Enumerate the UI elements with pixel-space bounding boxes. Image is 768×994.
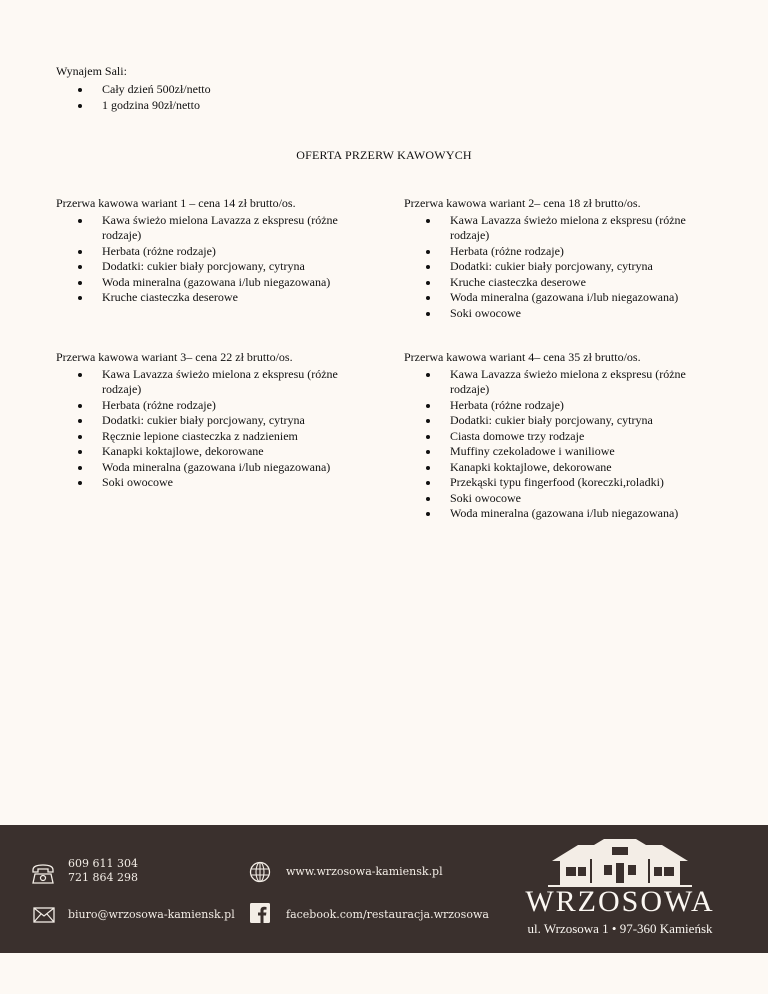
list-item: Soki owocowe (404, 491, 724, 507)
address: ul. Wrzosowa 1 • 97-360 Kamieńsk (527, 921, 713, 936)
email-link[interactable]: biuro@wrzosowa-kamiensk.pl (68, 908, 235, 921)
list-item: Muffiny czekoladowe i waniliowe (404, 444, 724, 460)
variant-items (404, 367, 724, 522)
coffee-break-variant-1 (56, 196, 356, 306)
list-item: Herbata (różne rodzaje) (404, 398, 724, 414)
list-item: Woda mineralna (gazowana i/lub niegazowana) (56, 275, 356, 291)
list-item: Dodatki: cukier biały porcjowany, cytryna (404, 413, 724, 429)
website-link[interactable]: www.wrzosowa-kamiensk.pl (286, 865, 443, 878)
variant-title: Przerwa kawowa wariant 1 – cena 14 zł brutto/os. (56, 196, 296, 210)
list-item: Woda mineralna (gazowana i/lub niegazowana) (56, 460, 356, 476)
offer-heading: OFERTA PRZERW KAWOWYCH (296, 148, 472, 162)
list-item: Kruche ciasteczka deserowe (404, 275, 724, 291)
list-item: Kawa Lavazza świeżo mielona z ekspresu (różne rodzaje) (404, 367, 724, 398)
variant-title: Przerwa kawowa wariant 4– cena 35 zł brutto/os. (404, 350, 641, 364)
variant-title: Przerwa kawowa wariant 3– cena 22 zł brutto/os. (56, 350, 293, 364)
list-item: Dodatki: cukier biały porcjowany, cytryna (56, 413, 356, 429)
house-logo (548, 835, 692, 887)
room-rental-title: Wynajem Sali: (56, 64, 127, 78)
list-item: Ręcznie lepione ciasteczka z nadzieniem (56, 429, 356, 445)
footer (0, 825, 768, 953)
list-item: Cały dzień 500zł/netto (56, 82, 211, 98)
variant-title: Przerwa kawowa wariant 2– cena 18 zł brutto/os. (404, 196, 641, 210)
list-item: Soki owocowe (56, 475, 356, 491)
room-rental-list (56, 82, 211, 113)
list-item: Ciasta domowe trzy rodzaje (404, 429, 724, 445)
list-item: Dodatki: cukier biały porcjowany, cytryna (56, 259, 356, 275)
list-item: Przekąski typu fingerfood (koreczki,roladki) (404, 475, 724, 491)
variant-items (56, 213, 356, 306)
coffee-break-variant-3 (56, 350, 356, 491)
phone-icon (30, 863, 56, 885)
facebook-icon (250, 903, 270, 923)
brand-name: WRZOSOWA (525, 885, 715, 918)
list-item: Kanapki koktajlowe, dekorowane (404, 460, 724, 476)
list-item: Kruche ciasteczka deserowe (56, 290, 356, 306)
list-item: Herbata (różne rodzaje) (404, 244, 724, 260)
room-rental-section (56, 64, 211, 113)
globe-icon (249, 861, 271, 883)
list-item: Kawa świeżo mielona Lavazza z ekspresu (różne rodzaje) (56, 213, 356, 244)
list-item: Soki owocowe (404, 306, 724, 322)
list-item: Woda mineralna (gazowana i/lub niegazowana) (404, 290, 724, 306)
list-item: Dodatki: cukier biały porcjowany, cytryna (404, 259, 724, 275)
list-item: Herbata (różne rodzaje) (56, 244, 356, 260)
mail-icon (33, 907, 55, 923)
phone-number-1[interactable]: 609 611 304 (68, 857, 138, 870)
facebook-link[interactable]: facebook.com/restauracja.wrzosowa (286, 908, 489, 921)
list-item: Woda mineralna (gazowana i/lub niegazowana) (404, 506, 724, 522)
list-item: Kawa Lavazza świeżo mielona z ekspresu (różne rodzaje) (404, 213, 724, 244)
variant-items (404, 213, 724, 322)
coffee-break-variant-4 (404, 350, 724, 522)
list-item: Herbata (różne rodzaje) (56, 398, 356, 414)
coffee-break-variant-2 (404, 196, 724, 321)
variant-items (56, 367, 356, 491)
list-item: 1 godzina 90zł/netto (56, 98, 211, 114)
list-item: Kawa Lavazza świeżo mielona z ekspresu (różne rodzaje) (56, 367, 356, 398)
list-item: Kanapki koktajlowe, dekorowane (56, 444, 356, 460)
phone-number-2[interactable]: 721 864 298 (68, 871, 138, 884)
